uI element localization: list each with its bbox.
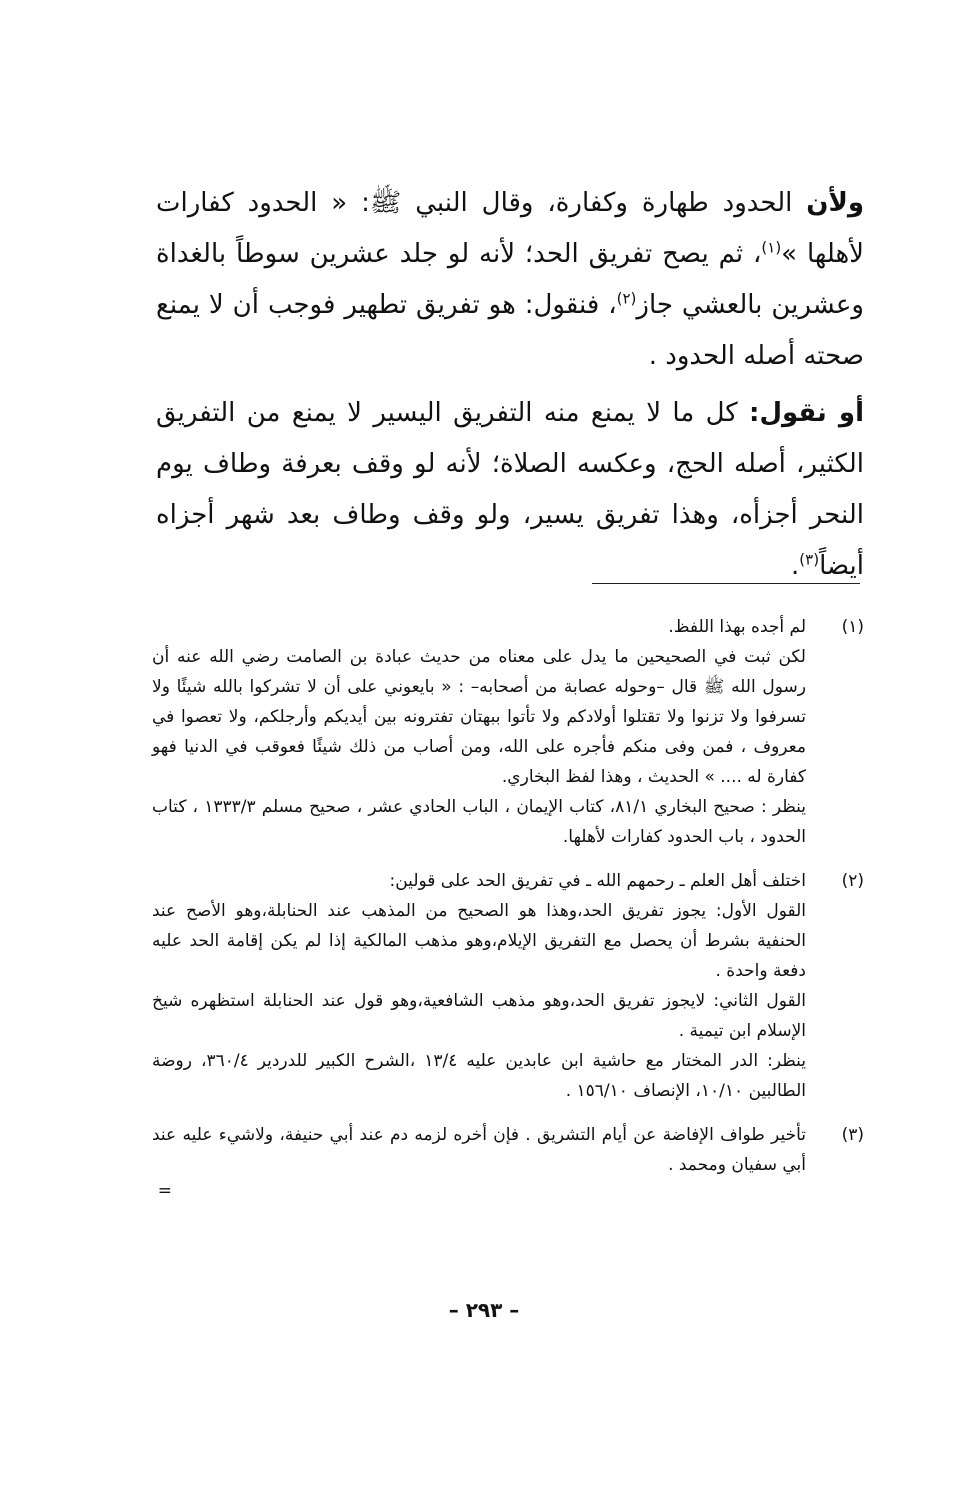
paragraph-1 xyxy=(156,178,864,382)
footnote-separator xyxy=(592,583,860,584)
footnote-number: (٣) xyxy=(841,1125,864,1145)
paragraph-2-lead: أو نقول: xyxy=(749,398,864,428)
paragraph-1-lead: ولأن xyxy=(806,188,864,218)
paragraph-1-text-3: ، فنقول: هو تفريق تطهير فوجب أن لا يمنع صحته أصله الحدود . xyxy=(156,290,864,371)
paragraph-2 xyxy=(156,388,864,592)
footnote-number: (١) xyxy=(841,617,864,637)
footnotes xyxy=(152,612,864,1201)
footnote-line: القول الأول: يجوز تفريق الحد،وهذا هو الصحيح من المذهب عند الحنابلة،وهو الأصح عند الحنفية بشرط أن يحصل مع التفريق الإيلام،وهو مذهب المالكية إذا لم يكن إقامة الحد عليه دفعة واحدة . xyxy=(152,901,806,981)
footnote-3 xyxy=(152,1120,864,1201)
footnote-2 xyxy=(152,866,864,1106)
footnote-ref-3[interactable]: (٣) xyxy=(799,550,820,569)
footnote-line: تأخير طواف الإفاضة عن أيام التشريق . فإن أخره لزمه دم عند أبي حنيفة، ولاشيء عليه عند أبي سفيان ومحمد . xyxy=(152,1125,806,1175)
footnote-1 xyxy=(152,612,864,852)
footnote-ref-1[interactable]: (١) xyxy=(761,238,782,257)
footnote-ref-2[interactable]: (٢) xyxy=(616,289,637,308)
footnote-line: ينظر: الدر المختار مع حاشية ابن عابدين عليه ١٣/٤ ،الشرح الكبير للدردير ٣٦٠/٤، روضة الطالبين ١٠/١٠، الإنصاف ١٥٦/١٠ . xyxy=(152,1051,807,1101)
footnote-line: لم أجده بهذا اللفظ. xyxy=(668,617,806,637)
main-text xyxy=(156,178,864,592)
paragraph-2-text-1: كل ما لا يمنع منه التفريق اليسير لا يمنع من التفريق الكثير، أصله الحج، وعكسه الصلاة؛ لأنه لو وقف بعرفة وطاف يوم النحر أجزأه، وهذا تفريق يسير، ولو وقف وطاف بعد شهر أجزاه أيضاً xyxy=(156,398,864,581)
continuation-mark: = xyxy=(157,1181,172,1201)
footnote-line: القول الثاني: لايجوز تفريق الحد،وهو مذهب الشافعية،وهو قول عند الحنابلة استظهره شيخ الإسلام ابن تيمية . xyxy=(152,991,806,1041)
paragraph-2-text-2: . xyxy=(791,551,800,581)
paragraph-1-text-1: الحدود طهارة وكفارة، وقال النبي ﷺ: « الحدود كفارات لأهلها » xyxy=(156,188,864,269)
page-number: – ٢٩٣ – xyxy=(448,1298,520,1322)
footnote-line: اختلف أهل العلم ـ رحمهم الله ـ في تفريق الحد على قولين: xyxy=(389,871,806,891)
footnote-line: ينظر : صحيح البخاري ٨١/١، كتاب الإيمان ، الباب الحادي عشر ، صحيح مسلم ١٣٣٣/٣ ، كتاب الحدود ، باب الحدود كفارات لأهلها. xyxy=(152,797,807,847)
footnote-line: لكن ثبت في الصحيحين ما يدل على معناه من حديث عبادة بن الصامت رضي الله عنه أن رسول الله ﷺ قال –وحوله عصابة من أصحابه– : « بايعوني على أن لا تشركوا بالله شيئًا ولا تسرفوا ولا تزنوا ولا تقتلوا أولادكم ولا تأتوا ببهتان تفترونه بين أيديكم وأرجلكم، ولا تعصوا في معروف ، فمن وفى منكم فأجره على الله، ومن أصاب من ذلك شيئًا فعوقب في الدنيا فهو كفارة له .... » الحديث ، وهذا لفظ البخاري. xyxy=(152,647,806,787)
paragraph-1-text-2: ، ثم يصح تفريق الحد؛ لأنه لو جلد عشرين سوطاً بالغداة وعشرين بالعشي جاز xyxy=(156,239,864,320)
footnote-number: (٢) xyxy=(841,871,864,891)
